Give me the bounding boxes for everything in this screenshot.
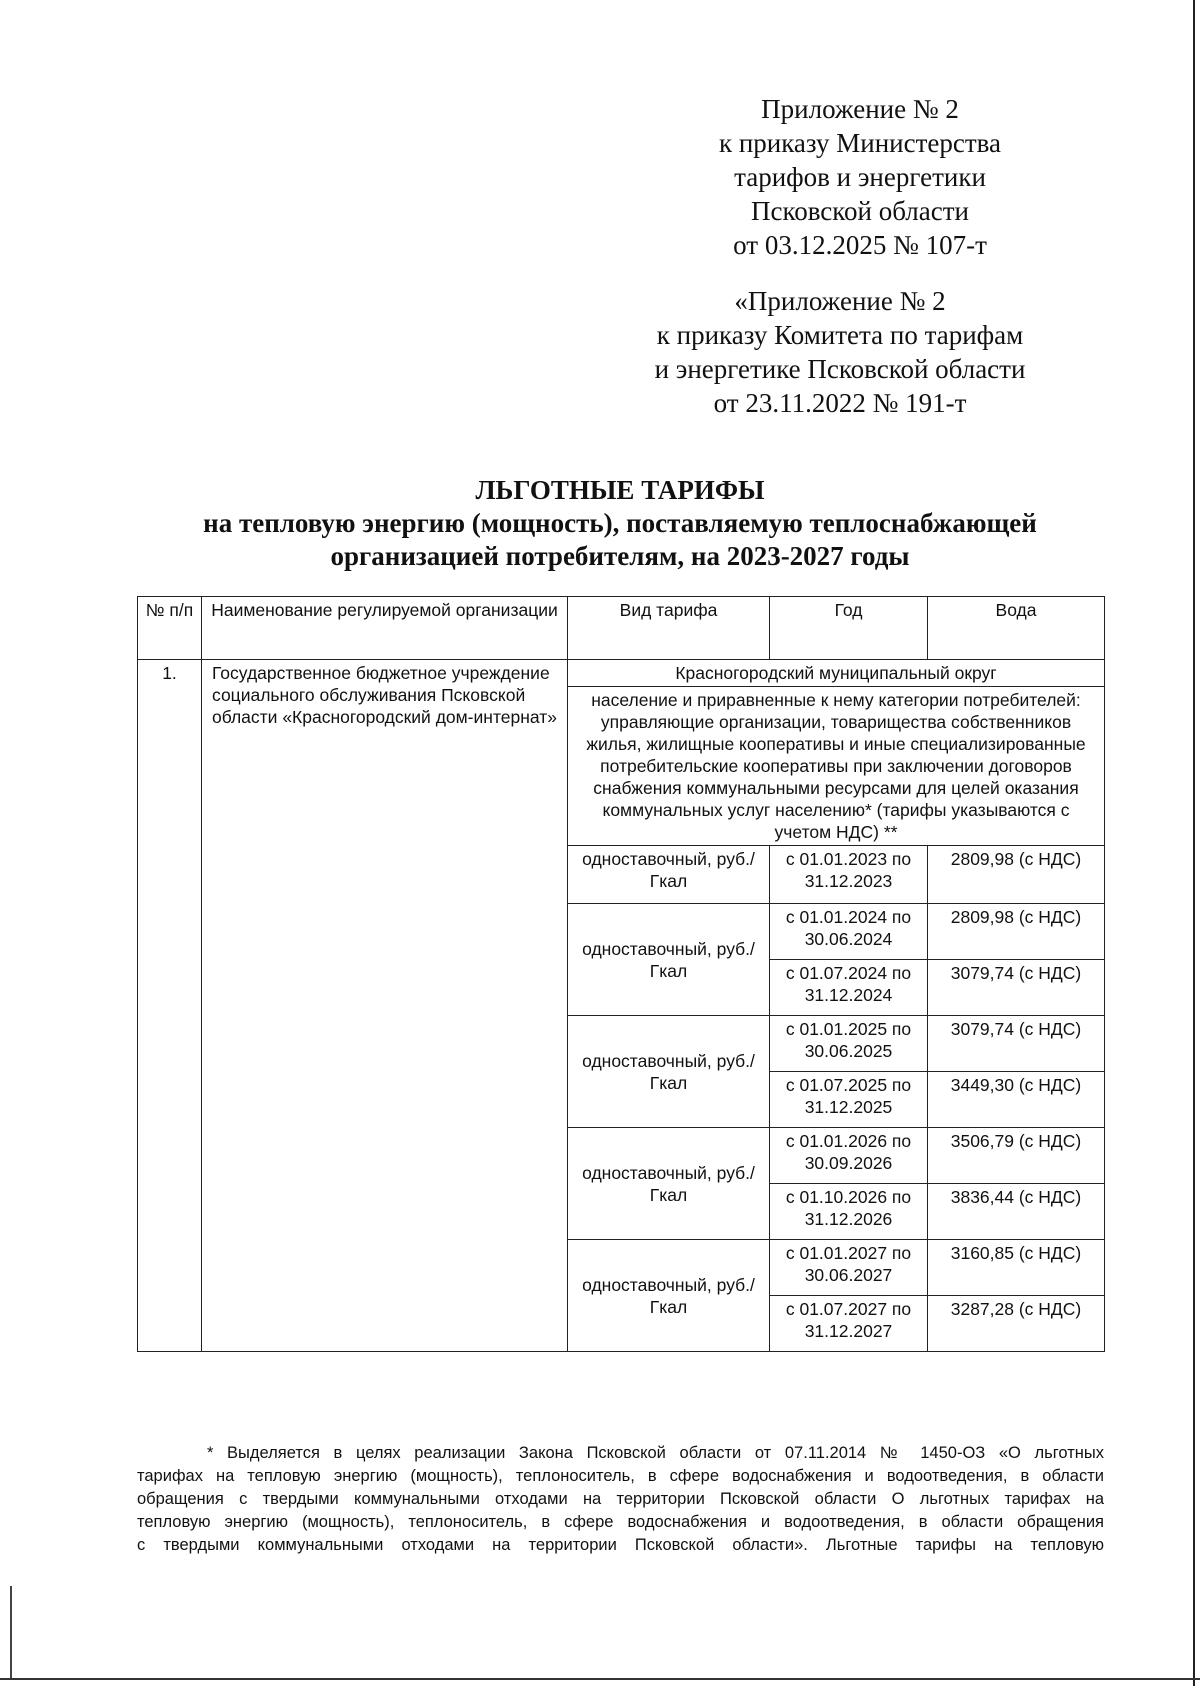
tariff-type-cell: одноставочный, руб./Гкал bbox=[568, 1128, 770, 1240]
value-cell: 2809,98 (с НДС) bbox=[928, 904, 1105, 960]
document-title bbox=[100, 474, 1140, 573]
annex-current-line: к приказу Министерства bbox=[718, 128, 1002, 158]
annex-original-line: «Приложение № 2 bbox=[734, 286, 946, 316]
footnote-line: с твердыми коммунальными отходами на территории Псковской области». Льготные тарифы на тепловую bbox=[137, 1536, 1104, 1554]
period-cell: с 01.01.2023 по 31.12.2023 bbox=[770, 846, 928, 904]
value-cell: 3160,85 (с НДС) bbox=[928, 1240, 1105, 1296]
organization-name: Государственное бюджетное учреждение социального обслуживания Псковской области «Красногородский дом-интернат» bbox=[202, 660, 568, 1352]
period-cell: с 01.01.2024 по 30.06.2024 bbox=[770, 904, 928, 960]
period-cell: с 01.07.2027 по 31.12.2027 bbox=[770, 1296, 928, 1352]
scan-edge-left bbox=[10, 1586, 12, 1678]
period-cell: с 01.01.2026 по 30.09.2026 bbox=[770, 1128, 928, 1184]
table-row bbox=[138, 660, 1105, 687]
value-cell: 3836,44 (с НДС) bbox=[928, 1184, 1105, 1240]
annex-current-line: Приложение № 2 bbox=[761, 94, 959, 124]
value-cell: 3079,74 (с НДС) bbox=[928, 1016, 1105, 1072]
consumer-category: население и приравненные к нему категории потребителей: управляющие организации, товарищества собственников жилья, жилищные кооперативы и иные специализированные потребительские кооперативы при заключении договоров снабжения коммунальными ресурсами для целей оказания коммунальных услуг населению* (тарифы указываются с учетом НДС) ** bbox=[568, 687, 1105, 846]
row-number: 1. bbox=[138, 660, 202, 1352]
header-organization: Наименование регулируемой организации bbox=[202, 597, 568, 660]
tariff-table bbox=[137, 596, 1105, 1352]
value-cell: 3287,28 (с НДС) bbox=[928, 1296, 1105, 1352]
footnote-line: обращения с твердыми коммунальными отходами на территории Псковской области О льготных тарифах на bbox=[137, 1490, 1104, 1508]
period-cell: с 01.10.2026 по 31.12.2026 bbox=[770, 1184, 928, 1240]
footnote-line: тепловую энергию (мощность), теплоноситель, в сфере водоснабжения и водоотведения, в области обращения bbox=[137, 1513, 1104, 1531]
tariff-type-cell: одноставочный, руб./Гкал bbox=[568, 904, 770, 1016]
value-cell: 3506,79 (с НДС) bbox=[928, 1128, 1105, 1184]
footnote-line: * Выделяется в целях реализации Закона Псковской области от 07.11.2014 № 1450-ОЗ «О льготных bbox=[207, 1444, 1104, 1462]
period-cell: с 01.01.2025 по 30.06.2025 bbox=[770, 1016, 928, 1072]
annex-original-line: от 23.11.2022 № 191-т bbox=[713, 388, 967, 418]
scan-edge-right bbox=[1193, 0, 1195, 1686]
value-cell: 2809,98 (с НДС) bbox=[928, 846, 1105, 904]
scan-edge-bottom bbox=[0, 1678, 1200, 1680]
annex-current-line: тарифов и энергетики bbox=[734, 162, 986, 192]
period-cell: с 01.07.2025 по 31.12.2025 bbox=[770, 1072, 928, 1128]
period-cell: с 01.07.2024 по 31.12.2024 bbox=[770, 960, 928, 1016]
footnote bbox=[137, 1442, 1104, 1557]
title-line: на тепловую энергию (мощность), поставляемую теплоснабжающей bbox=[203, 508, 1037, 538]
tariff-type-cell: одноставочный, руб./Гкал bbox=[568, 1016, 770, 1128]
annex-original-line: и энергетике Псковской области bbox=[654, 354, 1026, 384]
annex-header-current bbox=[640, 92, 1080, 262]
header-water: Вода bbox=[928, 597, 1105, 660]
value-cell: 3449,30 (с НДС) bbox=[928, 1072, 1105, 1128]
annex-original-line: к приказу Комитета по тарифам bbox=[656, 320, 1024, 350]
annex-current-line: Псковской области bbox=[750, 196, 969, 226]
tariff-type-cell: одноставочный, руб./Гкал bbox=[568, 1240, 770, 1352]
header-year: Год bbox=[770, 597, 928, 660]
footnote-line: тарифах на тепловую энергию (мощность), теплоноситель, в сфере водоснабжения и водоотведения, в области bbox=[137, 1467, 1104, 1485]
annex-current-line: от 03.12.2025 № 107-т bbox=[733, 230, 987, 260]
header-num: № п/п bbox=[138, 597, 202, 660]
title-line: ЛЬГОТНЫЕ ТАРИФЫ bbox=[475, 475, 765, 505]
district-name: Красногородский муниципальный округ bbox=[568, 660, 1105, 687]
title-line: организацией потребителям, на 2023-2027 годы bbox=[330, 541, 910, 571]
period-cell: с 01.01.2027 по 30.06.2027 bbox=[770, 1240, 928, 1296]
value-cell: 3079,74 (с НДС) bbox=[928, 960, 1105, 1016]
tariff-type-cell: одноставочный, руб./Гкал bbox=[568, 846, 770, 904]
annex-header-original bbox=[620, 284, 1060, 420]
table-header-row bbox=[138, 597, 1105, 660]
header-tariff-type: Вид тарифа bbox=[568, 597, 770, 660]
